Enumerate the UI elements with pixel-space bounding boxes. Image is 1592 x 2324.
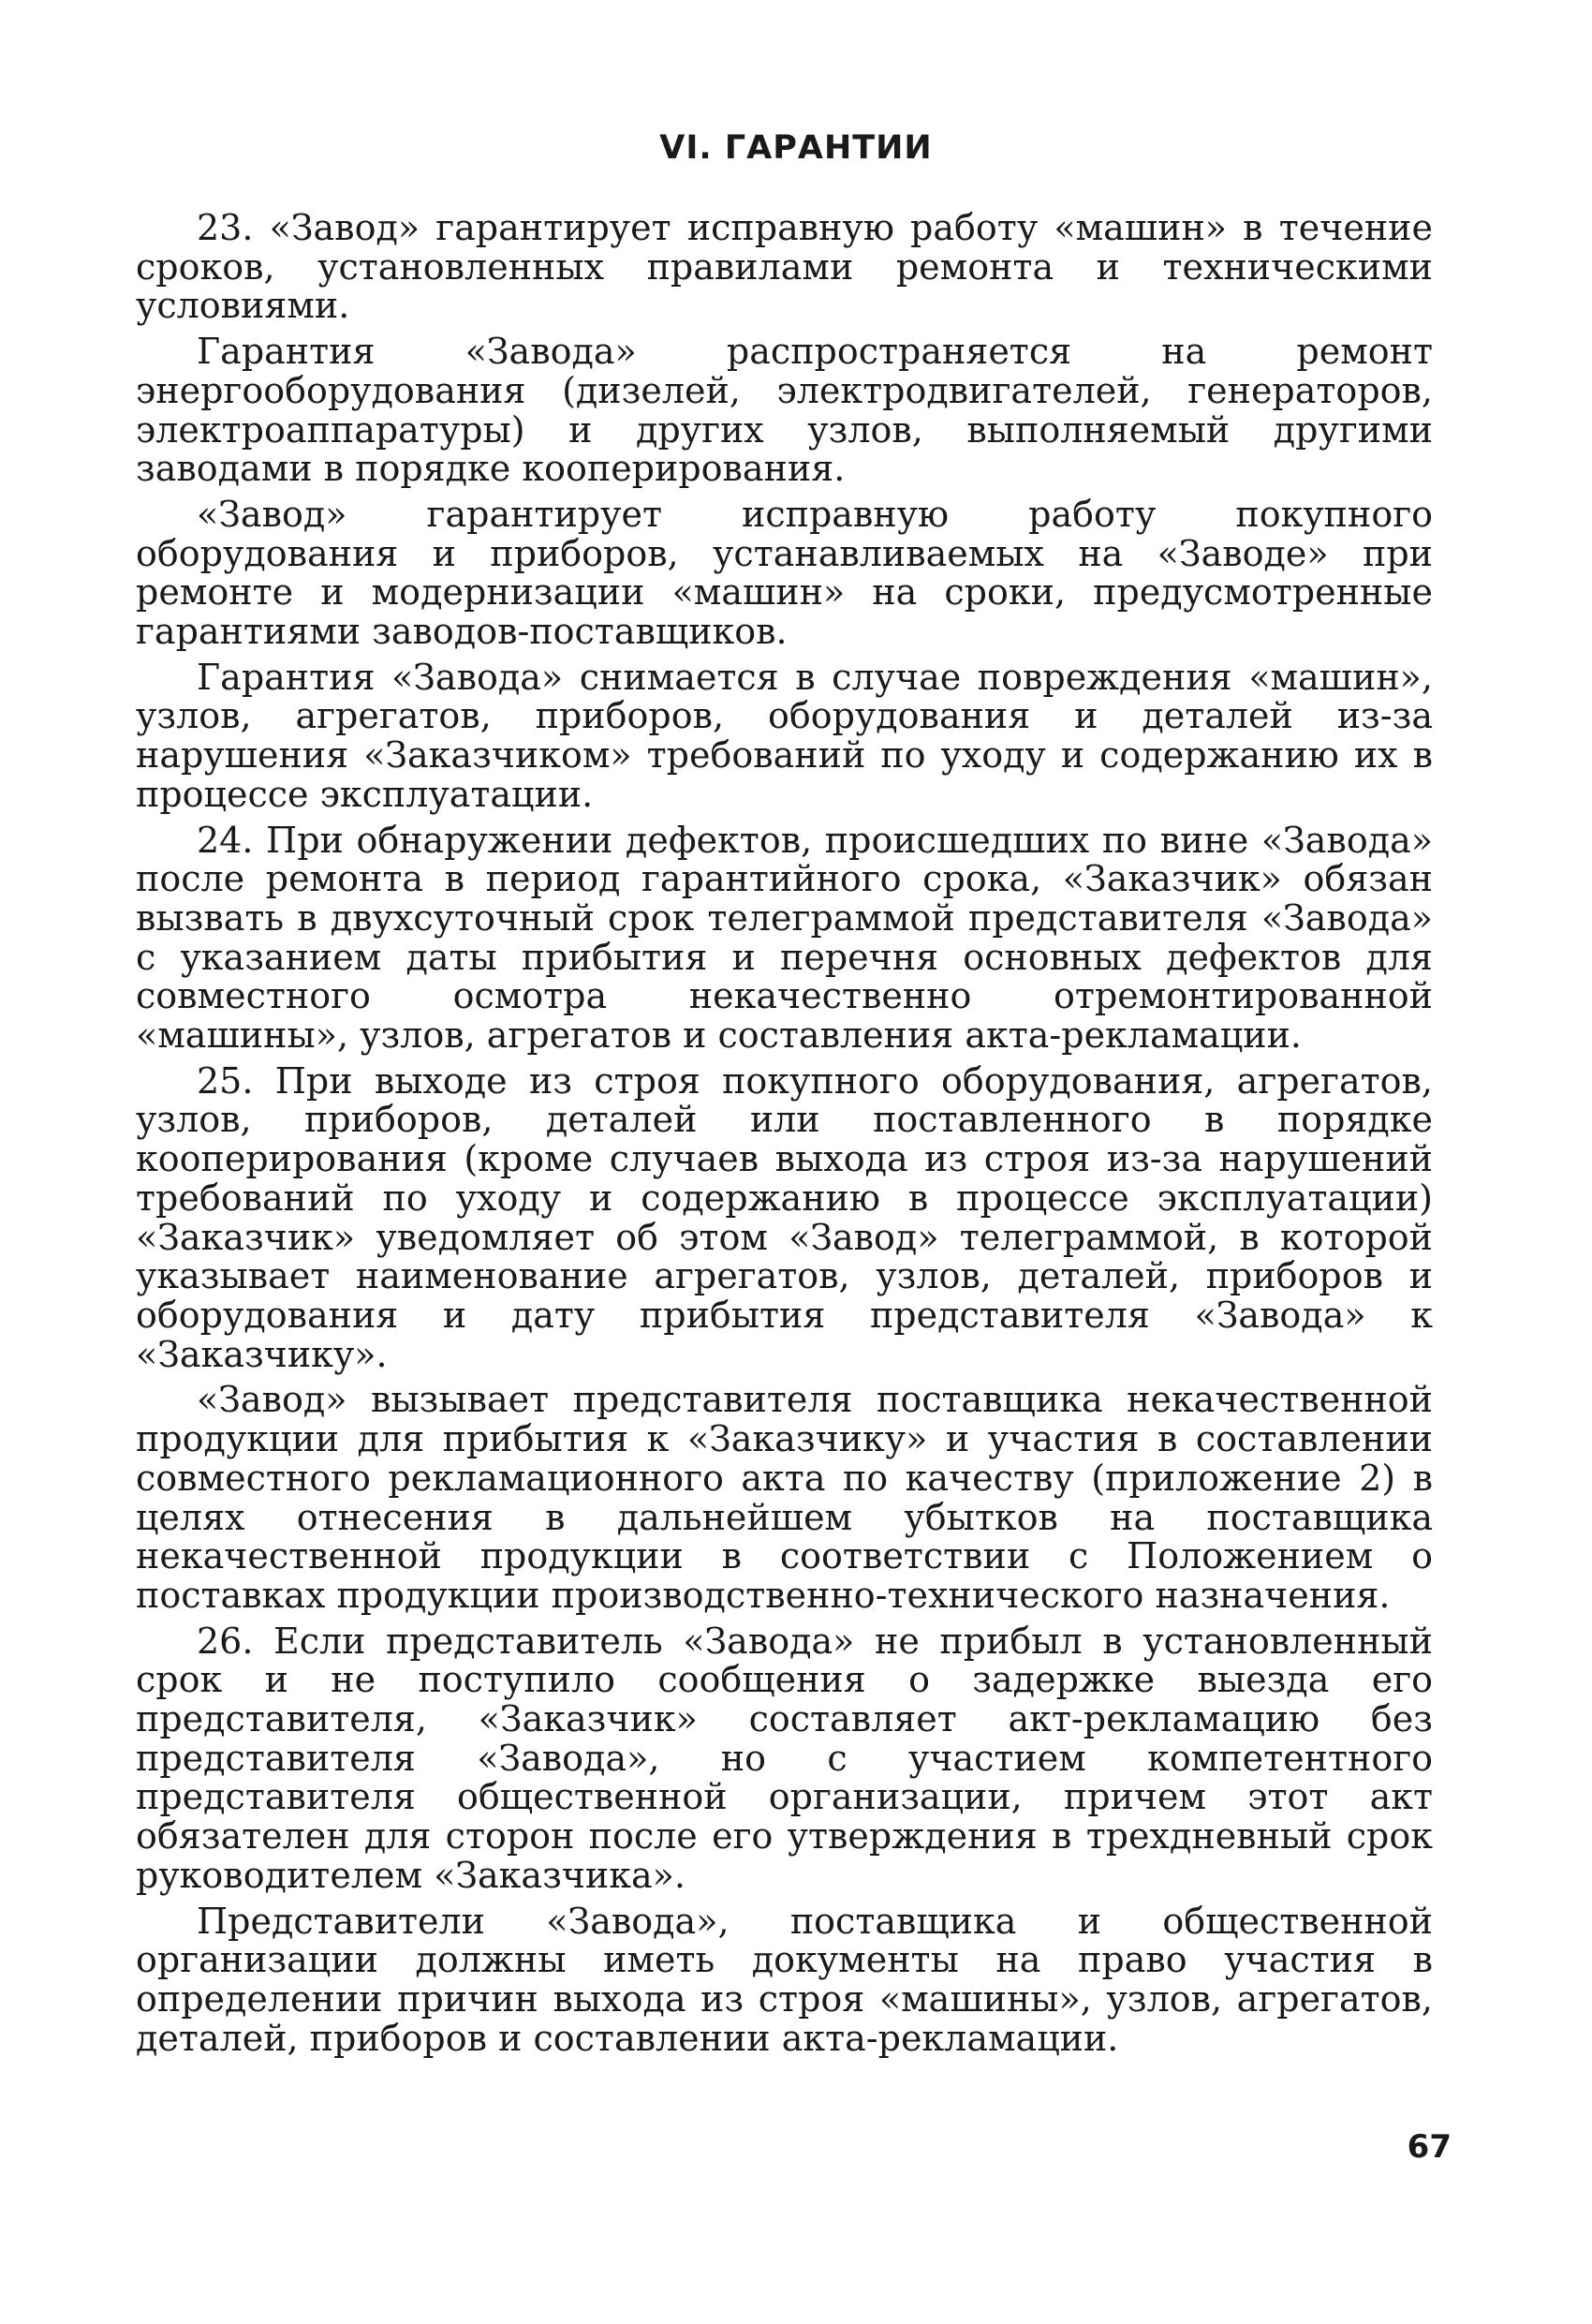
paragraph: Представители «Завода», поставщика и общественной организации должны иметь документы на право участия в определении причин выхода из строя «машины», узлов, агрегатов, деталей, приборов и составлении акта-рекламации. [136,1900,1433,2059]
paragraph: 25. При выходе из строя покупного оборудования, агрегатов, узлов, приборов, деталей или поставленного в порядке кооперирования (кроме случаев выхода из строя из-за нарушений требований по уходу и содержанию в процессе эксплуатации) «Заказчик» уведомляет об этом «Завод» телеграммой, в которой указывает наименование агрегатов, узлов, деталей, приборов и оборудования и дату прибытия представителя «Завода» к «Заказчику». [136,1059,1433,1375]
paragraph: Гарантия «Завода» распространяется на ремонт энергооборудования (дизелей, электродвигателей, генераторов, электроаппаратуры) и других узлов, выполняемый другими заводами в порядке кооперирования. [136,331,1433,490]
paragraph: 26. Если представитель «Завода» не прибыл в установленный срок и не поступило сообщения о задержке выезда его представителя, «Заказчик» составляет акт-рекламацию без представителя «Завода», но с участием компетентного представителя общественной организации, причем этот акт обязателен для сторон после его утверждения в трехдневный срок руководителем «Заказчика». [136,1620,1433,1896]
paragraph: «Завод» гарантирует исправную работу покупного оборудования и приборов, устанавливаемых на «Заводе» при ремонте и модернизации «машин» на сроки, предусмотренные гарантиями заводов-поставщиков. [136,493,1433,653]
paragraph: Гарантия «Завода» снимается в случае повреждения «машин», узлов, агрегатов, приборов, оборудования и деталей из-за нарушения «Заказчиком» требований по уходу и содержанию их в процессе эксплуатации. [136,656,1433,815]
paragraph: 24. При обнаружении дефектов, происшедших по вине «Завода» после ремонта в период гарантийного срока, «Заказчик» обязан вызвать в двухсуточный срок телеграммой представителя «Завода» с указанием даты прибытия и перечня основных дефектов для совместного осмотра некачественно отремонтированной «машины», узлов, агрегатов и составления акта-рекламации. [136,819,1433,1057]
page-number: 67 [1407,2128,1452,2166]
body-text [136,209,1433,2065]
paragraph: 23. «Завод» гарантирует исправную работу «машин» в течение сроков, установленных правилами ремонта и техническими условиями. [136,207,1433,327]
paragraph: «Завод» вызывает представителя поставщика некачественной продукции для прибытия к «Заказчику» и участия в составлении совместного рекламационного акта по качеству (приложение 2) в целях отнесения в дальнейшем убытков на поставщика некачественной продукции в соответствии с Положением о поставках продукции производственно-технического назначения. [136,1379,1433,1616]
section-title: VI. ГАРАНТИИ [659,129,933,167]
